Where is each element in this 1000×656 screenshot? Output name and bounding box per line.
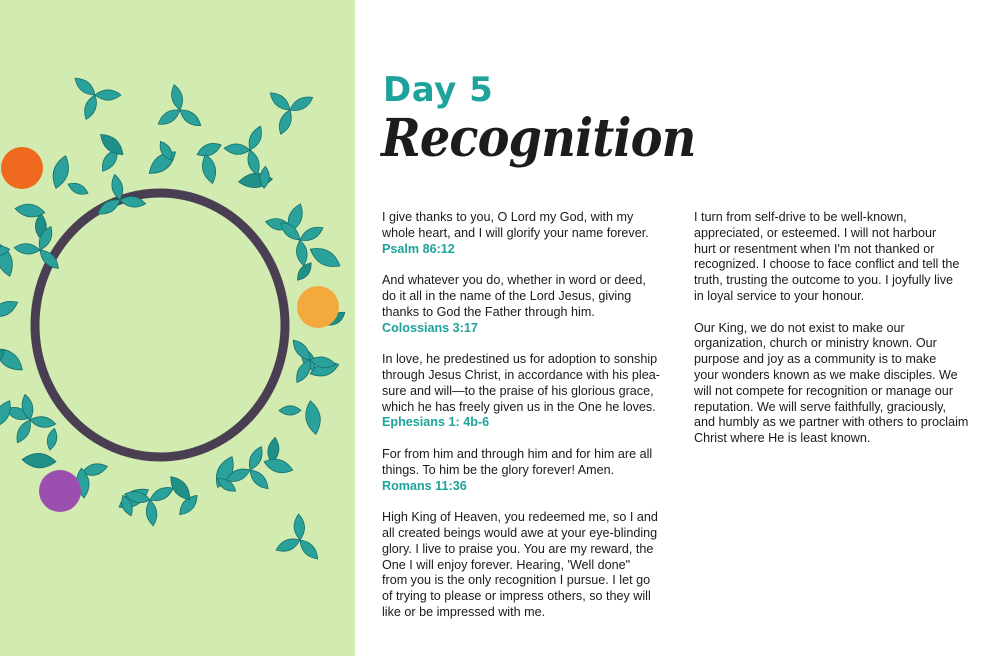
leaf-shape bbox=[169, 83, 185, 111]
leaf-shape bbox=[287, 93, 315, 115]
leaf-shape bbox=[224, 143, 251, 155]
leaf-shape bbox=[274, 535, 302, 555]
leaf-shape bbox=[81, 93, 100, 121]
verse-reference: Ephesians 1: 4b-6 bbox=[382, 415, 490, 430]
leaf-shape bbox=[289, 337, 314, 364]
prayer-text: High King of Heaven, you redeemed me, so I and all created beings would awe at your eye-blinding glory. I live to praise you. You are my reward, the One I will enjoy forever. Hearing, 'Well done" from you is the only recognition I pursue. I let go of trying to please or impress others, so they will like or be impressed with me. bbox=[382, 510, 658, 619]
verse-block bbox=[382, 210, 672, 257]
wreath-graphic bbox=[0, 0, 355, 656]
verse-block bbox=[382, 273, 672, 336]
leaf-shape bbox=[14, 243, 41, 256]
leaf-shape bbox=[303, 400, 323, 436]
verse-text: I give thanks to you, O Lord my God, with my whole heart, and I will glorify your name forever. bbox=[382, 210, 649, 240]
leaf-shape bbox=[199, 153, 218, 185]
prayer-paragraph bbox=[382, 510, 672, 621]
leaf-shape bbox=[279, 406, 301, 416]
verse-block bbox=[382, 447, 672, 494]
leaf-shape bbox=[72, 74, 99, 99]
leaf-shape bbox=[0, 343, 27, 375]
wreath-illustration bbox=[0, 0, 355, 656]
leaf-shape bbox=[295, 239, 309, 266]
leaf-shape bbox=[267, 89, 293, 114]
right-column bbox=[694, 210, 984, 463]
day-label: Day 5 bbox=[383, 70, 494, 110]
leaf-shape bbox=[245, 149, 262, 177]
leaf-shape bbox=[145, 499, 158, 526]
verse-text: And whatever you do, whether in word or deed, do it all in the name of the Lord Jesus, giving thanks to God the Father through him. bbox=[382, 273, 646, 319]
leaf-shape bbox=[276, 108, 295, 136]
leaf-shape bbox=[177, 106, 204, 130]
verse-block bbox=[382, 352, 672, 431]
verse-reference: Colossians 3:17 bbox=[382, 320, 478, 335]
leaf-shape bbox=[66, 180, 90, 198]
leaf-shape bbox=[95, 90, 121, 100]
leaf-shape bbox=[0, 297, 20, 322]
yellow-fruit bbox=[297, 286, 339, 328]
leaf-shape bbox=[245, 444, 266, 472]
leaf-shape bbox=[45, 427, 59, 450]
page-title: Recognition bbox=[381, 108, 696, 169]
prayer-text: I turn from self-drive to be well-known, appreciated, or esteemed. I will not harbour hurt or resentment when I'm not thanked or recognized. I choose to face conflict and tell the truth, trusting the outcome to you. I joyfully live in loyal service to your honour. bbox=[694, 210, 960, 303]
prayer-text: Our King, we do not exist to make our organization, church or ministry known. Our purpose and joy as a community is to make your wonders known as we make disciples. We will not compete for recognition or manage our reputation. We will serve faithfully, graciously, and humbly as we partner with others to proclaim Christ where He is least known. bbox=[694, 320, 969, 446]
leaf-shape bbox=[262, 456, 294, 477]
verse-reference: Psalm 86:12 bbox=[382, 241, 455, 256]
verse-reference: Romans 11:36 bbox=[382, 478, 467, 493]
wreath-ring bbox=[35, 193, 285, 457]
verse-text: In love, he predestined us for adoption to sonship through Jesus Christ, in accordance with his plea- sure and will—to the praise of his glorious grace, which he has freely given us in the One he loves. bbox=[382, 352, 660, 414]
orange-fruit bbox=[1, 147, 43, 189]
prayer-paragraph bbox=[694, 321, 984, 447]
leaf-shape bbox=[29, 415, 56, 429]
leaf-shape bbox=[22, 452, 57, 468]
leaf-shape bbox=[245, 124, 265, 152]
prayer-paragraph bbox=[694, 210, 984, 305]
purple-fruit bbox=[39, 470, 81, 512]
verse-text: For from him and through him and for him are all things. To him be the glory forever! Amen. bbox=[382, 446, 653, 477]
leaf-shape bbox=[293, 514, 305, 541]
leaf-shape bbox=[195, 140, 223, 160]
leaf-shape bbox=[307, 243, 344, 272]
left-column bbox=[382, 210, 672, 637]
